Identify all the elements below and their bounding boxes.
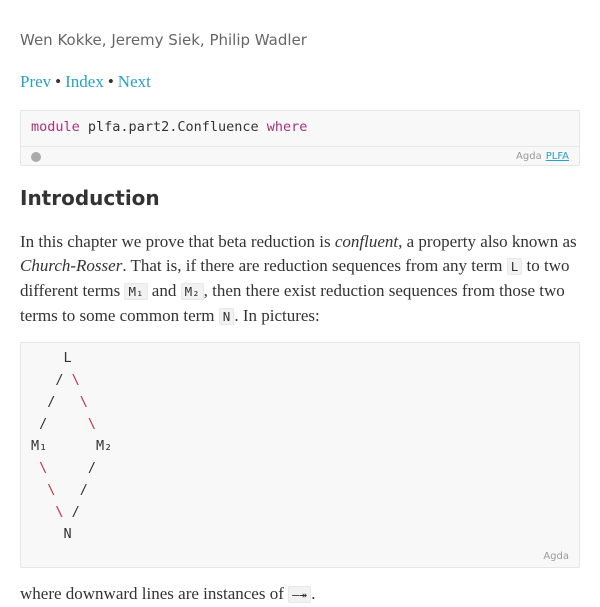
diagram-M2: M₂ <box>96 438 113 454</box>
confluence-diagram: L / \ / \ / \ M₁ M₂ \ / \ / \ / N <box>31 350 113 542</box>
plfa-link[interactable]: PLFA <box>545 151 569 162</box>
index-link[interactable]: Index <box>65 72 104 91</box>
nav-separator: • <box>107 72 114 91</box>
module-keyword: module <box>31 119 80 135</box>
module-name: Confluence <box>177 119 259 135</box>
module-code-block <box>20 110 580 166</box>
intro-paragraph: In this chapter we prove that beta reduction is confluent, a property also known as Church-Rosser. That is, if there are reduction sequences from any term L to two different terms M₁ and M₂ , then there exist reduction sequences from those two terms to some common term N . In pictures: <box>20 232 577 325</box>
diagram-L: L <box>63 350 72 366</box>
diagram-explanation: where downward lines are instances of —↠ . <box>20 584 316 603</box>
section-heading: Introduction <box>20 186 160 210</box>
chapter-navigation <box>20 72 151 92</box>
code-block-footer <box>21 146 579 166</box>
inline-code-M1: M₁ <box>124 283 147 300</box>
module-declaration <box>31 119 307 135</box>
module-prefix: plfa.part2. <box>87 119 178 135</box>
prev-link[interactable]: Prev <box>20 72 52 91</box>
diagram-M1: M₁ <box>31 438 48 454</box>
reduction-symbol: —↠ <box>288 586 311 603</box>
nav-separator: • <box>55 72 62 91</box>
next-link[interactable]: Next <box>117 72 151 91</box>
term-confluent: confluent <box>334 232 399 251</box>
confluence-diagram-block <box>20 342 580 568</box>
where-keyword: where <box>266 119 308 135</box>
inline-code-N: N <box>219 308 235 325</box>
language-label: Agda PLFA <box>516 151 569 162</box>
status-dot-icon[interactable] <box>31 152 41 162</box>
diagram-N: N <box>63 526 72 542</box>
term-church-rosser: Church-Rosser <box>20 256 123 275</box>
inline-code-M2: M₂ <box>181 283 204 300</box>
chapter-authors: Wen Kokke, Jeremy Siek, Philip Wadler <box>20 31 307 49</box>
inline-code-L: L <box>507 258 523 275</box>
language-label: Agda <box>543 551 569 562</box>
